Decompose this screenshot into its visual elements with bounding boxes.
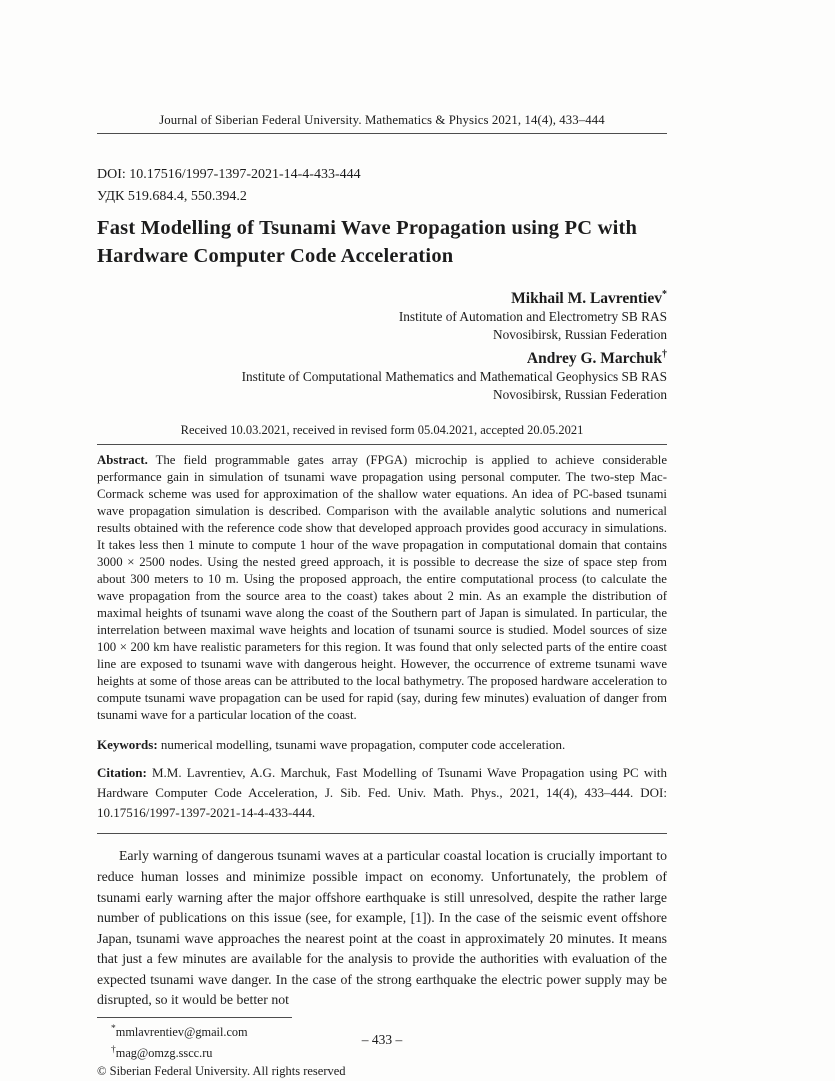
- page-number: – 433 –: [361, 1032, 403, 1047]
- body-paragraph: Early warning of dangerous tsunami waves at a particular coastal location is crucially important to reduce human losses and minimize possible impact on economy. Unfortunately, the problem of tsunami early warning after the major offshore earthquake is still unresolved, despite the rather large number of publications on this issue (see, for example, [1]). In the case of the seismic event offshore Japan, tsunami wave approaches the nearest point at the coast in approximately 20 minutes. It means that just a few minutes are available for the analysis to provide the authorities with evaluation of the expected tsunami wave danger. In the case of the strong earthquake the electric power supply may be disrupted, so it would be better not: [97, 848, 667, 1008]
- header-divider: [97, 133, 667, 134]
- abstract-text: The field programmable gates array (FPGA) microchip is applied to achieve considerable performance gain in simulation of tsunami wave propagation using personal computer. The two-step Mac-Cormack scheme was used for approximation of the shallow water equations. An idea of PC-based tsunami wave propagation simulation is described. Comparison with the available analytic solutions and numerical results obtained with the reference code show that developed approach provides good accuracy in simulations. It takes less then 1 minute to compute 1 hour of the wave propagation in computational domain that contains 3000 × 2500 nodes. Using the nested greed approach, it is possible to decrease the size of space step from about 300 meters to 10 m. Using the proposed approach, the entire computational process (to calculate the wave propagation from the source area to the coast) takes about 2 min. As an example the distribution of maximal heights of tsunami wave along the coast of the Southern part of Japan is simulated. In particular, the interrelation between maximal wave heights and location of tsunami source is studied. Model sources of size 100 × 200 km have realistic parameters for this region. It was found that only selected parts of the entire coast line are exposed to tsunami wave with dangerous height. However, the occurrence of extreme tsunami wave heights at some of those areas can be attributed to the local bathymetry. The proposed hardware acceleration to compute tsunami wave propagation can be used for rapid (say, during few minutes) evaluation of danger from tsunami wave for a particular location of the coast.: [97, 453, 668, 723]
- abstract-label: Abstract.: [97, 453, 148, 468]
- author-affiliation: Institute of Automation and Electrometry SB RAS: [398, 309, 667, 325]
- journal-header: Journal of Siberian Federal University. Mathematics & Physics 2021, 14(4), 433–444: [159, 113, 605, 127]
- keywords-label: Keywords:: [97, 737, 158, 753]
- footnotes: [97, 1021, 667, 1081]
- author-name: [97, 345, 667, 368]
- doi-line: DOI: 10.17516/1997-1397-2021-14-4-433-444: [97, 167, 361, 182]
- paper-title: [97, 215, 667, 270]
- abstract-top-divider: [97, 444, 667, 445]
- citation: [97, 763, 667, 823]
- footnote-text: mmlavrentiev@gmail.com: [115, 1025, 248, 1040]
- author-block: [97, 285, 667, 343]
- authors-block: [97, 285, 667, 403]
- footnote-marker: †: [111, 1044, 116, 1055]
- paper-title-line-1: Fast Modelling of Tsunami Wave Propagation using PC with: [97, 217, 638, 239]
- citation-bottom-divider: [97, 833, 667, 834]
- paper-page: [97, 0, 667, 1081]
- copyright-notice: © Siberian Federal University. All rights reserved: [97, 1064, 346, 1079]
- author-location: Novosibirsk, Russian Federation: [493, 386, 667, 402]
- author-name: [97, 285, 667, 308]
- author-location: Novosibirsk, Russian Federation: [493, 326, 667, 342]
- received-dates: Received 10.03.2021, received in revised form 05.04.2021, accepted 20.05.2021: [180, 423, 584, 438]
- identifier-block: [97, 164, 667, 208]
- footnote-marker: *: [111, 1024, 116, 1035]
- abstract: [97, 452, 667, 724]
- keywords: [97, 736, 667, 753]
- citation-label: Citation:: [97, 765, 147, 781]
- author-name-text: Andrey G. Marchuk: [526, 350, 662, 368]
- keywords-text: numerical modelling, tsunami wave propagation, computer code acceleration.: [160, 737, 566, 753]
- author-affiliation: Institute of Computational Mathematics and Mathematical Geophysics SB RAS: [241, 369, 667, 385]
- author-block: [97, 345, 667, 403]
- author-footnote-marker: †: [662, 349, 667, 361]
- paper-title-line-2: Hardware Computer Code Acceleration: [97, 244, 454, 267]
- citation-text: M.M. Lavrentiev, A.G. Marchuk, Fast Modelling of Tsunami Wave Propagation using PC with Hardware Computer Code Acceleration, J. Sib. Fed. Univ. Math. Phys., 2021, 14(4), 433–444. DOI: 10.17516/1997-1397-2021-14-4-433-444.: [97, 765, 667, 821]
- author-name-text: Mikhail M. Lavrentiev: [511, 290, 662, 308]
- udk-line: УДК 519.684.4, 550.394.2: [97, 189, 247, 204]
- author-footnote-marker: *: [662, 289, 667, 300]
- footnote-text: mag@omzg.sscc.ru: [115, 1045, 213, 1060]
- footnote-divider: [97, 1017, 292, 1018]
